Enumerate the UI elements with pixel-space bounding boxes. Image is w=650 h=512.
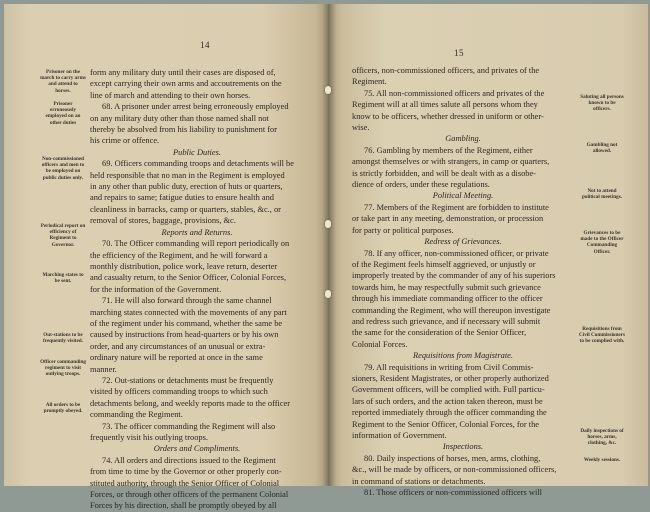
text-line: improperly treated by the commander of any of his superiors (352, 271, 556, 281)
binding-stitch (325, 290, 331, 298)
margin-note: Requisitions from Civil Commissioners to be complied with. (579, 326, 625, 345)
margin-note: Out-stations to be frequently visited. (43, 332, 83, 345)
margin-note: Periodical report on efficiency of Regiment to Governor. (40, 223, 86, 248)
section-heading: Political Meeting. (432, 191, 494, 201)
text-line: Regiment will at all times salute all persons whom they (352, 100, 538, 110)
text-line: of the Regiment feels himself aggrieved, or unjustly or (352, 259, 536, 269)
text-line: marching states connected with the movements of any part (90, 307, 287, 317)
page-text (352, 65, 574, 498)
text-line: of the regiment under his command, whether the same be (90, 318, 283, 328)
text-line: 75. All non-commissioned officers and privates of the (364, 88, 545, 98)
text-line: or take part in any meeting, demonstration, or procession (352, 214, 544, 224)
text-line: sioners, Resident Magistrates, or other properly authorized (352, 373, 549, 383)
margin-note: Grievances to be made to the Officer Commanding Officer. (580, 230, 624, 255)
text-line: Forces, or through other officers of the permanent Colonial (90, 490, 289, 500)
text-line: amongst themselves or with strangers, in camp or quarters, (352, 157, 550, 167)
section-heading: Requisitions from Magistrate. (413, 351, 513, 361)
section-heading: Redress of Grievances. (424, 237, 502, 247)
margin-note: Daily inspections of horses, arms, clothing, &c. (580, 428, 624, 447)
text-line: for party or political purposes. (352, 225, 454, 235)
margin-note: Officer commanding regiment to visit outlying troops. (40, 359, 86, 378)
text-line: 80. Daily inspections of horses, men, arms, clothing, (364, 453, 541, 463)
text-line: information of Government. (352, 431, 447, 440)
section-heading: Inspections. (442, 442, 484, 452)
text-line: the efficiency of the Regiment, and he will forward a (90, 250, 268, 260)
page-number: 15 (454, 48, 464, 58)
text-line: officers, non-commissioned officers, and privates of the (352, 66, 540, 75)
margin-note: Saluting all persons known to be officers. (580, 94, 624, 113)
text-line: through his immediate commanding officer to the officer (352, 294, 543, 304)
text-line: for the information of the Government. (90, 284, 222, 294)
text-line: Regiment to the Senior Officer, Colonial Forces, for the (352, 419, 539, 429)
text-line: commanding the Regiment, who will thereupon investigate (352, 305, 551, 315)
text-line: 79. All requisitions in writing from Civil Commis- (364, 362, 534, 372)
text-line: his crime or offence. (90, 136, 160, 146)
text-line: ordinary nature will be reported at once in the same (90, 353, 263, 363)
text-line: order, and any circumstances of an unusual or extra- (90, 341, 266, 351)
text-line: wise. (352, 123, 370, 133)
text-line: and casualty return, to the Senior Officer, Colonial Forces, (90, 273, 287, 283)
text-line: commanding the Regiment. (90, 410, 183, 420)
binding-stitch (325, 220, 331, 228)
text-line: cleanliness in barracks, camp or quarters, stables, &c., or (90, 204, 281, 214)
text-line: reported immediately through the officer commanding the (352, 408, 547, 418)
text-line: &c., will be made by officers, or non-commissioned officers, (352, 465, 557, 475)
text-line: 76. Gambling by members of the Regiment, either (364, 145, 533, 155)
text-line: stituted authority, through the Senior Officer of Colonial (90, 478, 280, 488)
text-line: 74. All orders and directions issued to the Regiment (102, 455, 276, 465)
text-line: 78. If any officer, non-commissioned officer, or private (364, 248, 549, 258)
margin-note: All orders to be promptly obeyed. (43, 402, 83, 415)
text-line: on any military duty other than those named shall not (90, 113, 269, 123)
text-line: the same for the consideration of the Senior Officer, (352, 328, 527, 338)
text-line: in command of stations or detachments. (352, 476, 486, 486)
section-heading: Gambling. (445, 134, 481, 144)
margin-note: Weekly sessions. (583, 457, 621, 463)
text-line: and repairs to same; fatigue duties to ensure health and (90, 193, 274, 203)
binding-stitch (325, 86, 331, 94)
text-line: thereby be absolved from his liability to punishment for (90, 125, 278, 135)
text-line: 73. The officer commanding the Regiment will also (102, 421, 276, 431)
text-line: 77. Members of the Regiment are forbidden to institute (364, 202, 549, 212)
text-line: monthly distribution, police work, leave return, deserter (90, 261, 278, 271)
text-line: Colonial Forces. (352, 339, 408, 349)
page-text (90, 67, 304, 512)
text-line: in any other than public duty, erection of huts or quarters, (90, 182, 283, 192)
text-line: towards him, he may respectfully submit such grievance (352, 282, 541, 292)
text-line: manner. (90, 364, 117, 374)
text-line: 69. Officers commanding troops and detachments will be (102, 159, 294, 169)
text-line: from time to time by the Governor or other properly con- (90, 467, 282, 477)
text-line: Forces by his direction, shall be promptly obeyed by all (90, 501, 277, 511)
margin-note: Marching states to be sent. (42, 272, 84, 285)
text-line: removal of stores, baggage, provisions, &c. (90, 216, 236, 226)
margin-note: Not to attend political meetings. (581, 188, 623, 201)
page-right (329, 4, 648, 498)
section-heading: Orders and Compliments. (153, 444, 241, 454)
page-number: 14 (200, 40, 210, 50)
margin-note: Prisoner erroneously employed on an other duties (45, 101, 81, 126)
margin-note: Non-commissioned officers and men to be employed on public duties only. (41, 156, 85, 181)
section-heading: Reports and Returns. (161, 227, 233, 237)
text-line: know to be officers, whether dressed in uniform or other- (352, 111, 544, 121)
text-line: form any military duty until their cases are disposed of, (90, 68, 276, 77)
text-line: frequently visit his outlying troops. (90, 433, 208, 442)
text-line: and redress such grievance, and if necessary will submit (352, 316, 541, 326)
text-line: detachments belong, and weekly reports made to the officer (90, 398, 291, 408)
book-gutter (322, 4, 336, 486)
text-line: lars of such orders, and the action taken thereon, must be (352, 396, 543, 406)
text-line: is strictly forbidden, and will be dealt with as a disobe- (352, 168, 536, 178)
text-line: 68. A prisoner under arrest being erroneously employed (102, 102, 289, 112)
text-line: Regiment. (352, 77, 387, 87)
margin-note: Prisoner on the march to carry arms and attend to horses. (40, 69, 86, 94)
text-line: Government officers, will be complied with. Full particu- (352, 385, 545, 395)
margin-note: Gambling not allowed. (586, 142, 618, 155)
open-booklet (4, 4, 648, 511)
section-heading: Public Duties. (173, 147, 221, 157)
text-line: 81. Those officers or non-commissioned officers will (364, 488, 542, 498)
text-line: 72. Out-stations or detachments must be frequently (102, 375, 274, 385)
page-left (4, 4, 328, 511)
text-line: dience of orders, under these regulations. (352, 180, 490, 190)
text-line: line of march and attending to their own horses. (90, 90, 251, 100)
text-line: visited by officers commanding troops to which such (90, 387, 268, 397)
text-line: caused by instructions from head-quarters or by his own (90, 330, 279, 340)
text-line: except carrying their own arms and accoutrements on the (90, 79, 282, 89)
text-line: 70. The Officer commanding will report periodically on (102, 239, 290, 249)
text-line: 71. He will also forward through the same channel (102, 296, 272, 306)
text-line: held responsible that no man in the Regiment is employed (90, 170, 285, 180)
